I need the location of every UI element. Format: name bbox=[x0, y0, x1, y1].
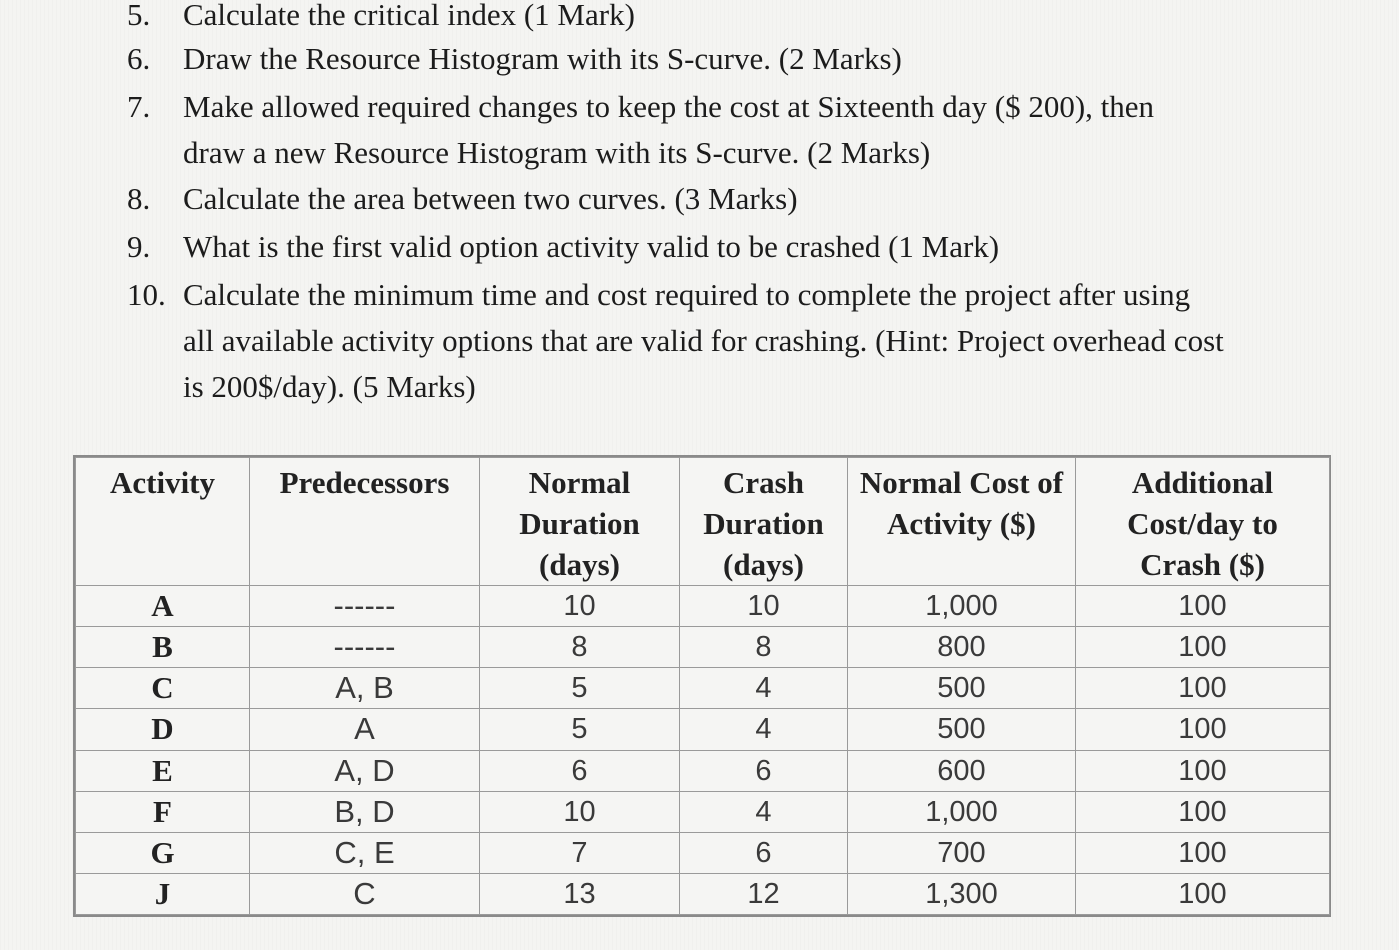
cell-normal-duration: 13 bbox=[480, 873, 680, 914]
header-normal-duration: Normal Duration (days) bbox=[480, 458, 680, 586]
question-number: 7. bbox=[127, 89, 151, 124]
question-number: 6. bbox=[127, 41, 151, 76]
cell-activity: F bbox=[76, 791, 250, 832]
table-row bbox=[76, 709, 1330, 750]
cell-additional-cost: 100 bbox=[1076, 832, 1330, 873]
cell-activity: C bbox=[76, 668, 250, 709]
cell-normal-duration: 5 bbox=[480, 709, 680, 750]
cell-additional-cost: 100 bbox=[1076, 627, 1330, 668]
cell-crash-duration: 6 bbox=[680, 750, 848, 791]
cell-normal-cost: 500 bbox=[848, 709, 1076, 750]
question-text-continued: all available activity options that are valid for crashing. (Hint: Project overhead cost bbox=[183, 323, 1224, 358]
cell-crash-duration: 4 bbox=[680, 668, 848, 709]
activity-table bbox=[75, 457, 1330, 915]
activity-table-container bbox=[73, 455, 1331, 917]
header-activity: Activity bbox=[76, 458, 250, 586]
cell-predecessors: C bbox=[250, 873, 480, 914]
cell-normal-duration: 6 bbox=[480, 750, 680, 791]
cell-normal-cost: 500 bbox=[848, 668, 1076, 709]
question-text-continued: draw a new Resource Histogram with its S-curve. (2 Marks) bbox=[183, 135, 931, 170]
header-predecessors: Predecessors bbox=[250, 458, 480, 586]
question-text: Draw the Resource Histogram with its S-curve. (2 Marks) bbox=[183, 41, 902, 76]
cell-predecessors: C, E bbox=[250, 832, 480, 873]
cell-crash-duration: 10 bbox=[680, 586, 848, 627]
cell-normal-cost: 1,300 bbox=[848, 873, 1076, 914]
table-row bbox=[76, 586, 1330, 627]
table-header-row bbox=[76, 458, 1330, 586]
cell-normal-cost: 600 bbox=[848, 750, 1076, 791]
cell-additional-cost: 100 bbox=[1076, 750, 1330, 791]
cell-normal-cost: 1,000 bbox=[848, 791, 1076, 832]
question-text: Calculate the area between two curves. (3 Marks) bbox=[183, 181, 798, 216]
question-number: 8. bbox=[127, 181, 151, 216]
cell-normal-duration: 10 bbox=[480, 791, 680, 832]
header-crash-duration: Crash Duration (days) bbox=[680, 458, 848, 586]
question-number: 9. bbox=[127, 229, 151, 264]
cell-activity: G bbox=[76, 832, 250, 873]
header-additional-cost: Additional Cost/day to Crash ($) bbox=[1076, 458, 1330, 586]
cell-predecessors: A, D bbox=[250, 750, 480, 791]
cell-predecessors: ------ bbox=[250, 586, 480, 627]
table-row bbox=[76, 627, 1330, 668]
cell-activity: E bbox=[76, 750, 250, 791]
table-row bbox=[76, 832, 1330, 873]
cell-activity: J bbox=[76, 873, 250, 914]
cell-normal-cost: 800 bbox=[848, 627, 1076, 668]
table-row bbox=[76, 873, 1330, 914]
table-row bbox=[76, 791, 1330, 832]
cell-crash-duration: 4 bbox=[680, 791, 848, 832]
table-row bbox=[76, 668, 1330, 709]
question-text: What is the first valid option activity valid to be crashed (1 Mark) bbox=[183, 229, 1000, 264]
question-text: Calculate the minimum time and cost required to complete the project after using bbox=[183, 277, 1191, 312]
cell-additional-cost: 100 bbox=[1076, 668, 1330, 709]
header-normal-cost: Normal Cost of Activity ($) bbox=[848, 458, 1076, 586]
cell-crash-duration: 12 bbox=[680, 873, 848, 914]
cell-activity: B bbox=[76, 627, 250, 668]
cell-predecessors: B, D bbox=[250, 791, 480, 832]
cell-predecessors: ------ bbox=[250, 627, 480, 668]
cell-normal-cost: 700 bbox=[848, 832, 1076, 873]
cell-activity: D bbox=[76, 709, 250, 750]
cell-normal-duration: 7 bbox=[480, 832, 680, 873]
cell-activity: A bbox=[76, 586, 250, 627]
cell-additional-cost: 100 bbox=[1076, 873, 1330, 914]
cell-crash-duration: 8 bbox=[680, 627, 848, 668]
question-text: Make allowed required changes to keep the cost at Sixteenth day ($ 200), then bbox=[183, 89, 1155, 124]
cell-predecessors: A bbox=[250, 709, 480, 750]
cell-predecessors: A, B bbox=[250, 668, 480, 709]
cell-normal-duration: 10 bbox=[480, 586, 680, 627]
question-text-continued: is 200$/day). (5 Marks) bbox=[183, 369, 476, 404]
cell-crash-duration: 6 bbox=[680, 832, 848, 873]
cell-additional-cost: 100 bbox=[1076, 586, 1330, 627]
cell-normal-duration: 8 bbox=[480, 627, 680, 668]
question-number: 5. bbox=[127, 0, 151, 32]
cell-additional-cost: 100 bbox=[1076, 709, 1330, 750]
cell-normal-duration: 5 bbox=[480, 668, 680, 709]
cell-normal-cost: 1,000 bbox=[848, 586, 1076, 627]
question-number: 10. bbox=[127, 277, 166, 312]
table-row bbox=[76, 750, 1330, 791]
cell-crash-duration: 4 bbox=[680, 709, 848, 750]
question-text: Calculate the critical index (1 Mark) bbox=[183, 0, 635, 32]
cell-additional-cost: 100 bbox=[1076, 791, 1330, 832]
